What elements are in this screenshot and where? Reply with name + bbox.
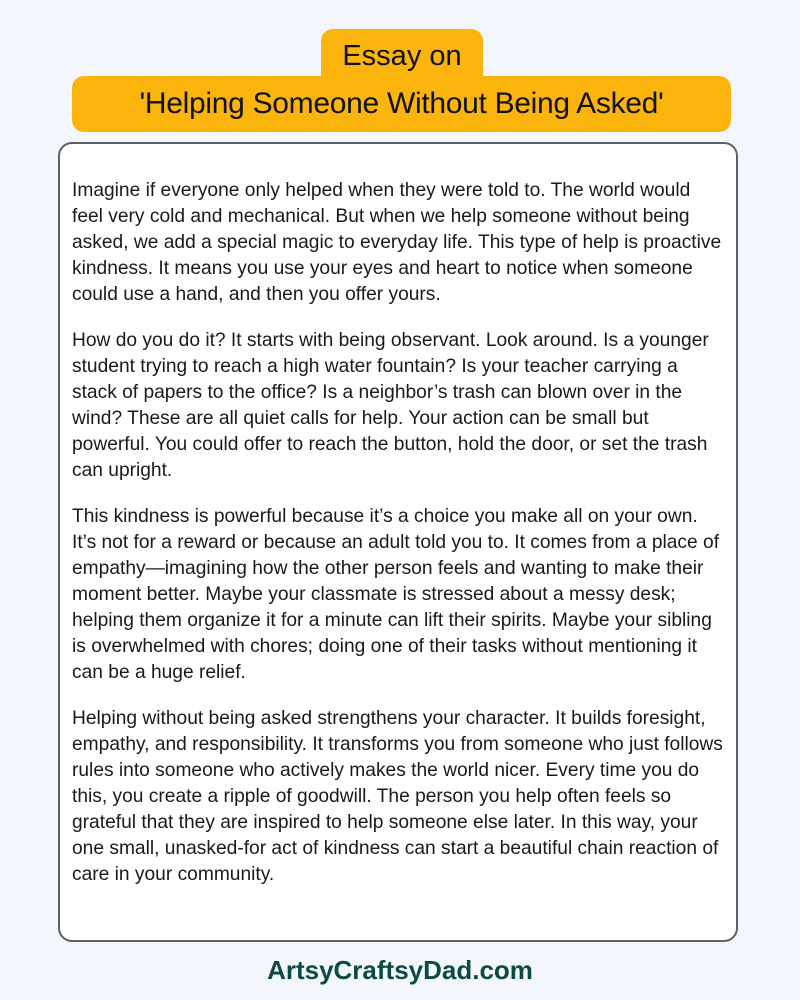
title-line-2-text: 'Helping Someone Without Being Asked': [139, 87, 664, 120]
essay-paragraph-2: How do you do it? It starts with being observant. Look around. Is a younger student trying to reach a high water fountain? Is your teacher carrying a stack of papers to the office? Is a neighbor’s trash can blown over in the wind? These are all quiet calls for help. Your action can be small but powerful. You could offer to reach the button, hold the door, or set the trash can upright.: [72, 330, 709, 481]
title-line-1: [321, 29, 483, 83]
essay-paragraph-3: This kindness is powerful because it’s a choice you make all on your own. It’s not for a reward or because an adult told you to. It comes from a place of empathy—imagining how the other person feels and wanting to make their moment better. Maybe your classmate is stressed about a messy desk; helping them organize it for a minute can lift their spirits. Maybe your sibling is overwhelmed with chores; doing one of their tasks without mentioning it can be a huge relief.: [72, 506, 720, 683]
essay-box: [58, 142, 738, 942]
title-line-2: [72, 76, 731, 132]
title-line-1-text: Essay on: [342, 39, 462, 72]
essay-paragraph-4: Helping without being asked strengthens your character. It builds foresight, empathy, and responsibility. It transforms you from someone who just follows rules into someone who actively makes the world nicer. Every time you do this, you create a ripple of goodwill. The person you help often feels so grateful that they are inspired to help someone else later. In this way, your one small, unasked-for act of kindness can start a beautiful chain reaction of care in your community.: [72, 708, 723, 885]
essay-paragraph-1: Imagine if everyone only helped when they were told to. The world would feel very cold and mechanical. But when we help someone without being asked, we add a special magic to everyday life. This type of help is proactive kindness. It means you use your eyes and heart to notice when someone could use a hand, and then you offer yours.: [72, 180, 722, 305]
footer-site-name: ArtsyCraftsyDad.com: [267, 955, 533, 985]
